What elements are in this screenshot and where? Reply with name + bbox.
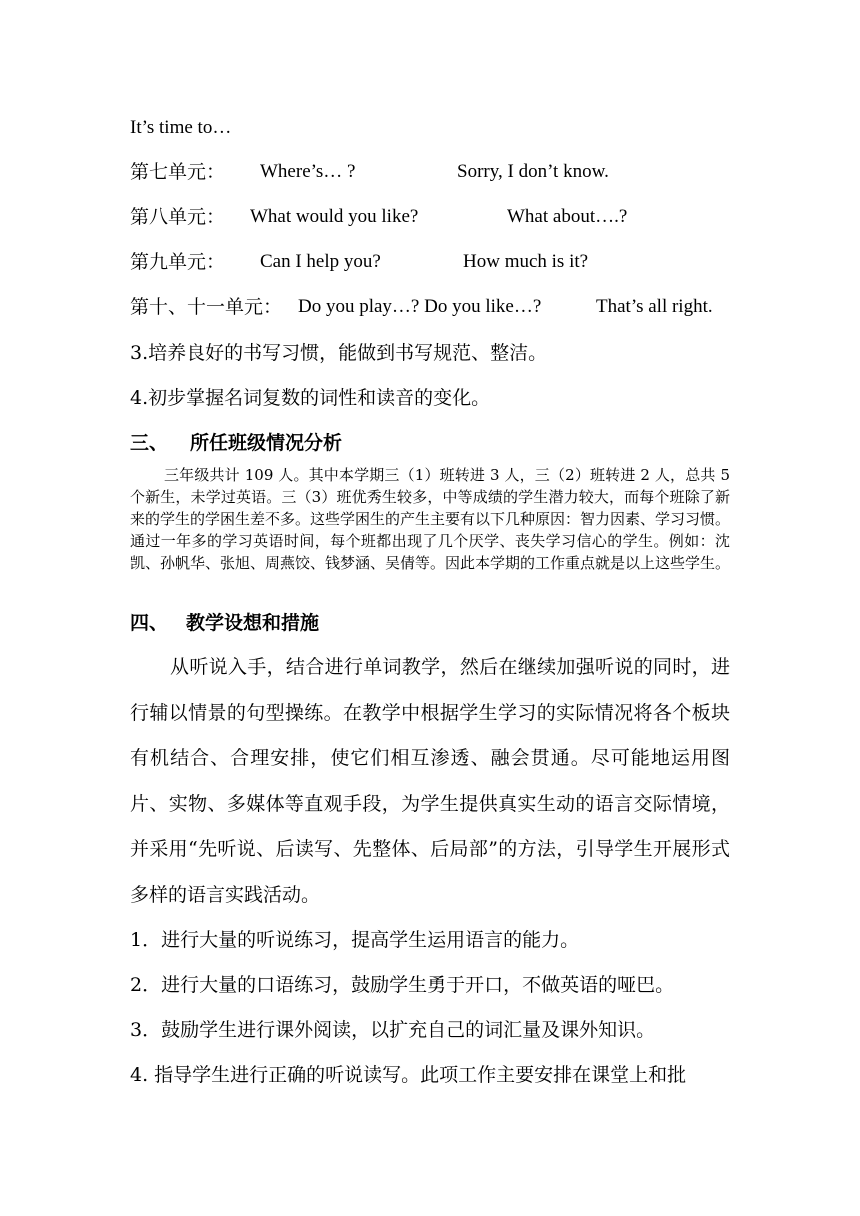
section3-title: 所任班级情况分析 (190, 432, 343, 454)
goal-item-4: 4.初步掌握名词复数的词性和读音的变化。 (130, 387, 491, 409)
section4-paragraph: 从听说入手，结合进行单词教学，然后在继续加强听说的同时，进行辅以情景的句型操练。在教学中根据学生学习的实际情况将各个板块有机结合、合理安排，使它们相互渗透、融会贯通。尽可能地运用图片、实物、多媒体等直观手段，为学生提供真实生动的语言交际情境，并采用“先听说、后读写、先整体、后局部”的方法，引导学生开展形式多样的语言实践活动。 (130, 656, 730, 906)
unit10-11-phrase-a: Do you play…? Do you like…? (298, 296, 542, 317)
measure-item-1: 1．进行大量的听说练习，提高学生运用语言的能力。 (130, 929, 580, 951)
unit7-phrase-b: Sorry, I don’t know. (457, 161, 609, 182)
unit9-phrase-b: How much is it? (463, 251, 589, 272)
unit7-phrase-a: Where’s… ? (260, 161, 356, 182)
goal-item-3: 3.培养良好的书写习惯，能做到书写规范、整洁。 (130, 342, 548, 364)
measure-item-3: 3．鼓励学生进行课外阅读，以扩充自己的词汇量及课外知识。 (130, 1019, 656, 1041)
measure-item-4: 4. 指导学生进行正确的听说读写。此项工作主要安排在课堂上和批 (130, 1064, 687, 1086)
unit7-label: 第七单元： (130, 161, 226, 183)
section3-paragraph: 三年级共计 109 人。其中本学期三（1）班转进 3 人，三（2）班转进 2 人，总共 5 个新生，未学过英语。三（3）班优秀生较多，中等成绩的学生潜力较大，而每个班除了新来的学生的学困生差不多。这些学困生的产生主要有以下几种原因：智力因素、学习习惯。通过一年多的学习英语时间，每个班都出现了几个厌学、丧失学习信心的学生。例如：沈凯、孙帆华、张旭、周燕饺、钱梦涵、吴倩等。因此本学期的工作重点就是以上这些学生。 (130, 466, 731, 572)
unit10-11-label: 第十、十一单元： (130, 296, 283, 318)
section3-number: 三、 (130, 432, 169, 454)
unit8-phrase-a: What would you like? (250, 206, 419, 227)
unit9-phrase-a: Can I help you? (260, 251, 381, 272)
unit10-11-phrase-b: That’s all right. (596, 296, 713, 317)
measure-item-2: 2．进行大量的口语练习，鼓励学生勇于开口，不做英语的哑巴。 (130, 974, 675, 996)
unit8-label: 第八单元： (130, 206, 226, 228)
section4-number: 四、 (130, 612, 169, 634)
section4-title: 教学设想和措施 (186, 612, 320, 634)
unit9-label: 第九单元： (130, 251, 226, 273)
unit8-phrase-b: What about….? (507, 206, 628, 227)
line-its-time-to: It’s time to… (130, 117, 232, 138)
